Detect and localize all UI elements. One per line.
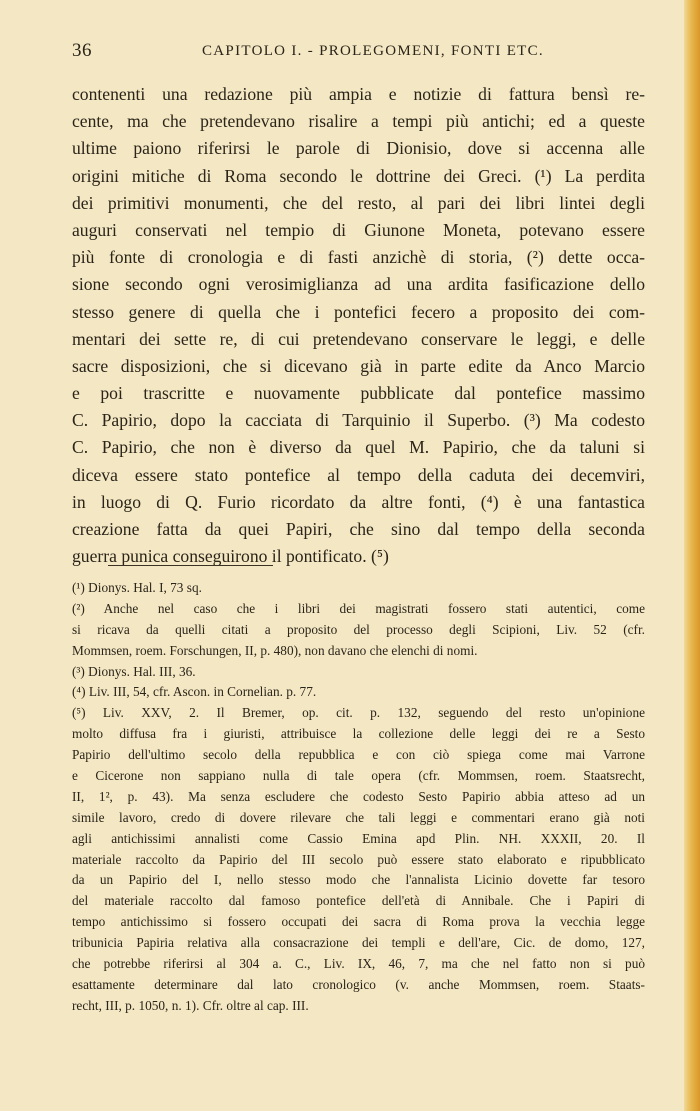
footnote-line: si ricava da quelli citati a proposito del processo degli Scipioni, Liv. 52 (cfr.	[72, 621, 645, 637]
text-line: guerra punica conseguirono il pontificato. (⁵)	[72, 546, 389, 567]
footnote-line: recht, III, p. 1050, n. 1). Cfr. oltre al cap. III.	[72, 997, 309, 1013]
text-line: mentari dei sette re, di cui pretendevano conservare le leggi, e delle	[72, 328, 645, 349]
text-line: in luogo di Q. Furio ricordato da altre fonti, (⁴) è una fantastica	[72, 491, 645, 512]
footnote-line: tribunicia Papiria relativa alla consacrazione dei templi e dell'are, Cic. de domo, 127,	[72, 935, 645, 951]
text-line: e poi trascritte e nuovamente pubblicate dal pontefice massimo	[72, 383, 645, 404]
text-line: cente, ma che pretendevano risalire a tempi più antichi; ed a queste	[72, 111, 645, 132]
text-line: stesso genere di quella che i pontefici fecero a proposito dei com-	[72, 301, 645, 322]
text-line: C. Papirio, che non è diverso da quel M. Papirio, che da taluni si	[72, 437, 645, 458]
main-text	[72, 81, 645, 570]
footnote-line: molto diffusa fra i giuristi, attribuisce la collezione delle leggi dei re a Sesto	[72, 726, 645, 742]
footnote-line: esattamente determinare dal lato cronologico (v. anche Mommsen, roem. Staats-	[72, 976, 645, 992]
footnote-line: del materiale raccolto dal famoso pontefice dell'età di Annibale. Che i Papiri di	[72, 893, 645, 909]
text-line: ultime paiono riferirsi le parole di Dionisio, dove si accenna alle	[72, 138, 645, 159]
running-head: CAPITOLO I. - PROLEGOMENI, FONTI ETC.	[202, 43, 544, 59]
text-line: più fonte di cronologia e di fasti anzichè di storia, (²) dette occa-	[72, 247, 645, 268]
footnote-line: (⁵) Liv. XXV, 2. Il Bremer, op. cit. p. 132, seguendo del resto un'opinione	[72, 705, 645, 721]
text-line: origini mitiche di Roma secondo le dottrine dei Greci. (¹) La perdita	[72, 165, 645, 186]
footnotes	[72, 578, 645, 1017]
footnote-line: (¹) Dionys. Hal. I, 73 sq.	[72, 580, 202, 595]
footnote-line: Papirio dell'ultimo secolo della repubblica e con ciò spiega come mai Varrone	[72, 747, 645, 763]
footnote-separator	[108, 565, 273, 566]
text-line: contenenti una redazione più ampia e notizie di fattura bensì re-	[72, 84, 645, 104]
page-number: 36	[72, 40, 92, 61]
footnote-line: e Cicerone non sappiano nulla di tale opera (cfr. Mommsen, roem. Staatsrecht,	[72, 768, 645, 784]
page-edge	[684, 0, 700, 1111]
footnote-line: Mommsen, roem. Forschungen, II, p. 480), non davano che elenchi di nomi.	[72, 642, 478, 658]
footnote-line: materiale raccolto da Papirio del III secolo può essere stato elaborato e ripubblicato	[72, 851, 645, 867]
text-line: dei primitivi monumenti, che del resto, al pari dei libri lintei degli	[72, 192, 645, 213]
page-header	[72, 40, 644, 66]
text-line: creazione fatta da quei Papiri, che sino dal tempo della seconda	[72, 519, 645, 539]
text-line: diceva essere stato pontefice al tempo della caduta dei decemviri,	[72, 464, 645, 485]
text-line: sione secondo ogni verosimiglianza ad una ardita fasificazione dello	[72, 274, 645, 295]
footnote-line: che potrebbe riferirsi al 304 a. C., Liv. IX, 46, 7, ma che nel fatto non si può	[72, 956, 645, 972]
text-line: sacre disposizioni, che si dicevano già in parte edite da Anco Marcio	[72, 355, 645, 376]
footnote-line: da un Papirio del I, nello stesso modo che l'annalista Licinio dovette far tesoro	[72, 872, 645, 888]
text-line: C. Papirio, dopo la cacciata di Tarquinio il Superbo. (³) Ma codesto	[72, 410, 645, 431]
footnote-line: II, 1², p. 43). Ma senza escludere che codesto Sesto Papirio abbia atteso ad un	[72, 788, 645, 804]
footnote-line: (³) Dionys. Hal. III, 36.	[72, 663, 196, 679]
footnote-line: (⁴) Liv. III, 54, cfr. Ascon. in Cornelian. p. 77.	[72, 684, 317, 700]
footnote-line: agli antichissimi annalisti come Cassio Emina apd Plin. NH. XXXII, 20. Il	[72, 830, 645, 846]
footnote-line: (²) Anche nel caso che i libri dei magistrati fossero stati autentici, come	[72, 600, 645, 616]
footnote-line: simile lavoro, credo di dovere rilevare che tali leggi e commentari erano già noti	[72, 809, 645, 825]
text-line: auguri conservati nel tempio di Giunone Moneta, potevano essere	[72, 219, 645, 240]
footnote-line: tempo antichissimo si fossero occupati dei sacra di Roma prova la vecchia legge	[72, 914, 645, 930]
